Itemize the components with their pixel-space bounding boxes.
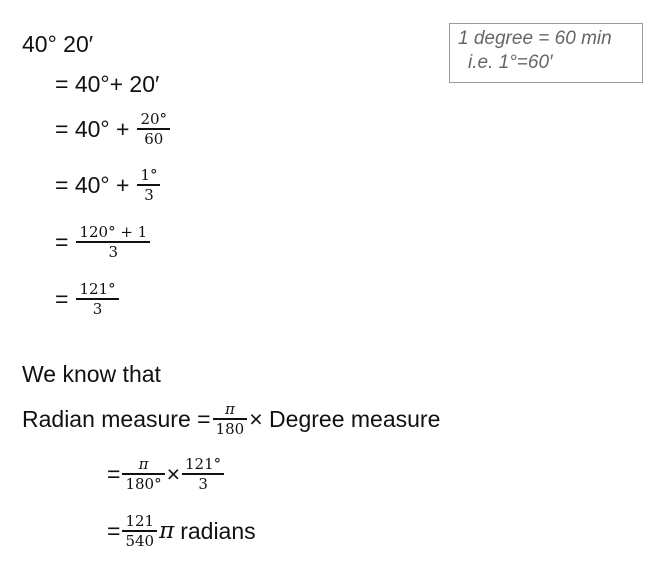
step-5-fraction bbox=[76, 280, 118, 318]
note-line-1: 1 degree = 60 min bbox=[458, 28, 612, 49]
step-0 bbox=[22, 30, 93, 58]
degree-note-box bbox=[449, 23, 643, 83]
result-1-fraction-121 bbox=[182, 455, 224, 493]
result-line-1 bbox=[107, 455, 226, 493]
formula-right: × Degree measure bbox=[249, 405, 441, 432]
step-2 bbox=[55, 110, 172, 148]
result-2-denominator: 540 bbox=[125, 531, 155, 550]
step-3-fraction bbox=[137, 166, 160, 204]
result-2-fraction bbox=[122, 512, 157, 550]
step-4 bbox=[55, 223, 152, 261]
step-1 bbox=[55, 70, 159, 98]
step-3-prefix: = 40° + bbox=[55, 171, 130, 198]
result-2-prefix: = bbox=[107, 517, 121, 544]
result-1-denominator-3: 3 bbox=[198, 474, 208, 493]
formula-line bbox=[22, 400, 440, 438]
result-1-times: × bbox=[166, 460, 181, 487]
step-3-denominator: 3 bbox=[144, 185, 154, 204]
step-4-numerator: 120° + 1 bbox=[79, 223, 148, 241]
result-2-numerator: 121 bbox=[125, 512, 155, 530]
step-5-denominator: 3 bbox=[92, 299, 103, 318]
step-0-text: 40° 20′ bbox=[22, 31, 94, 57]
formula-denominator: 180 bbox=[215, 419, 245, 438]
formula-fraction bbox=[213, 400, 248, 438]
result-1-prefix: = bbox=[107, 460, 121, 487]
step-4-prefix: = bbox=[55, 228, 69, 255]
step-1-text: = 40°+ 20′ bbox=[55, 71, 160, 97]
result-1-fraction-pi bbox=[122, 455, 164, 493]
formula-numerator: π bbox=[224, 400, 235, 418]
step-2-numerator: 20° bbox=[140, 110, 168, 128]
result-line-2 bbox=[107, 512, 256, 550]
step-4-fraction bbox=[76, 223, 150, 261]
result-2-pi: π bbox=[159, 517, 175, 544]
note-line-2: i.e. 1°=60′ bbox=[468, 52, 553, 73]
step-2-prefix: = 40° + bbox=[55, 115, 130, 142]
step-3-numerator: 1° bbox=[140, 166, 158, 184]
intro-line bbox=[22, 360, 161, 388]
step-5-prefix: = bbox=[55, 285, 69, 312]
result-1-numerator-pi: π bbox=[138, 455, 149, 473]
step-2-denominator: 60 bbox=[144, 129, 164, 148]
step-2-fraction bbox=[137, 110, 170, 148]
step-4-denominator: 3 bbox=[108, 242, 119, 261]
result-2-suffix: radians bbox=[180, 517, 256, 544]
result-1-denominator-180: 180° bbox=[125, 474, 162, 493]
intro-text: We know that bbox=[22, 361, 161, 387]
step-5 bbox=[55, 280, 121, 318]
formula-left: Radian measure = bbox=[22, 405, 211, 432]
result-1-numerator-121: 121° bbox=[185, 455, 222, 473]
step-5-numerator: 121° bbox=[79, 280, 116, 298]
step-3 bbox=[55, 166, 162, 204]
